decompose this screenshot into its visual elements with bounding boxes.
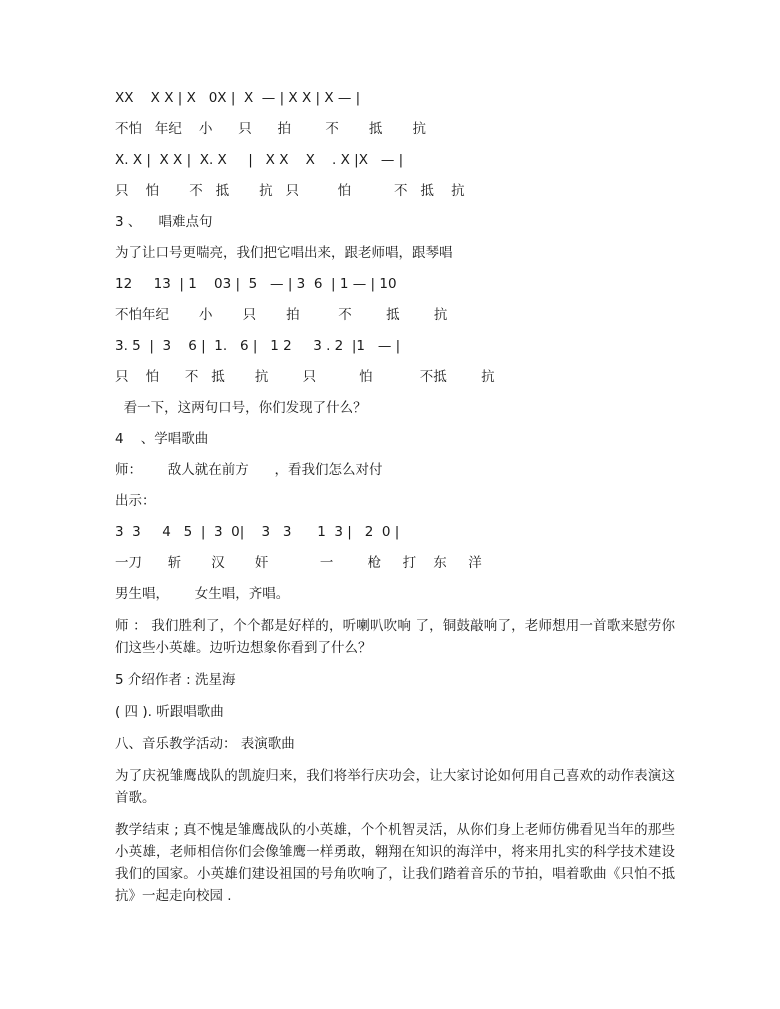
question-text: 看一下，这两句口号，你们发现了什么？ bbox=[115, 400, 367, 416]
notation-line-4: 3. 5 | 3 6 | 1. 6 | 1 2 3 . 2 |1 — | bbox=[115, 338, 401, 354]
show-label: 出示： bbox=[115, 493, 156, 509]
lyrics-line-3: 不怕年纪 小 只 拍 不 抵 抗 bbox=[115, 307, 448, 323]
singing-order: 男生唱， 女生唱，齐唱。 bbox=[115, 586, 290, 602]
teacher-paragraph: 师 ： 我们胜利了，个个都是好样的，听喇叭吹响 了，铜鼓敲响了，老师想用一首歌来慰劳你们这些小英雄。边听边想象你看到了什么？ bbox=[115, 618, 675, 656]
section-heading-8: 八、音乐教学活动： 表演歌曲 bbox=[115, 736, 295, 752]
lyrics-line-1: 不怕 年纪 小 只 拍 不 抵 抗 bbox=[115, 121, 426, 137]
section-heading-5: 5 介绍作者 : 洗星海 bbox=[115, 672, 236, 688]
teacher-line: 师： 敌人就在前方 ，看我们怎么对付 bbox=[115, 462, 383, 478]
lyrics-line-5: 一刀 斩 汉 奸 一 枪 打 东 洋 bbox=[115, 555, 482, 571]
document-page bbox=[115, 88, 675, 917]
section-heading-3: 3 、 唱难点句 bbox=[115, 214, 213, 230]
lyrics-line-4: 只 怕 不 抵 抗 只 怕 不抵 抗 bbox=[115, 369, 495, 385]
notation-line-2: X. X | X X | X. X | X X X . X |X — | bbox=[115, 152, 404, 168]
notation-line-3: 12 13 | 1 03 | 5 — | 3 6 | 1 — | 10 bbox=[115, 276, 397, 292]
instruction-text: 为了让口号更喘亮，我们把它唱出来，跟老师唱，跟琴唱 bbox=[115, 245, 453, 261]
closing-paragraph: 教学结束 ; 真不愧是雏鹰战队的小英雄，个个机智灵活，从你们身上老师仿佛看见当年的那些小英雄，老师相信你们会像雏鹰一样勇敢，翱翔在知识的海洋中，将来用扎实的科学技术建设我们的国家。小英雄们建设祖国的号角吹响了，让我们踏着音乐的节拍，唱着歌曲《只怕不抵抗》一起走向校园 . bbox=[115, 822, 675, 904]
notation-line-5: 3 3 4 5 | 3 0| 3 3 1 3 | 2 0 | bbox=[115, 524, 400, 540]
notation-line-1: XX X X | X 0X | X — | X X | X — | bbox=[115, 90, 361, 106]
section-heading-4: 4 、学唱歌曲 bbox=[115, 431, 209, 447]
section-heading-part-4: ( 四 ). 听跟唱歌曲 bbox=[115, 704, 224, 720]
activity-paragraph: 为了庆祝雏鹰战队的凯旋归来，我们将举行庆功会，让大家讨论如何用自己喜欢的动作表演这首歌。 bbox=[115, 768, 675, 806]
lyrics-line-2: 只 怕 不 抵 抗 只 怕 不 抵 抗 bbox=[115, 183, 465, 199]
